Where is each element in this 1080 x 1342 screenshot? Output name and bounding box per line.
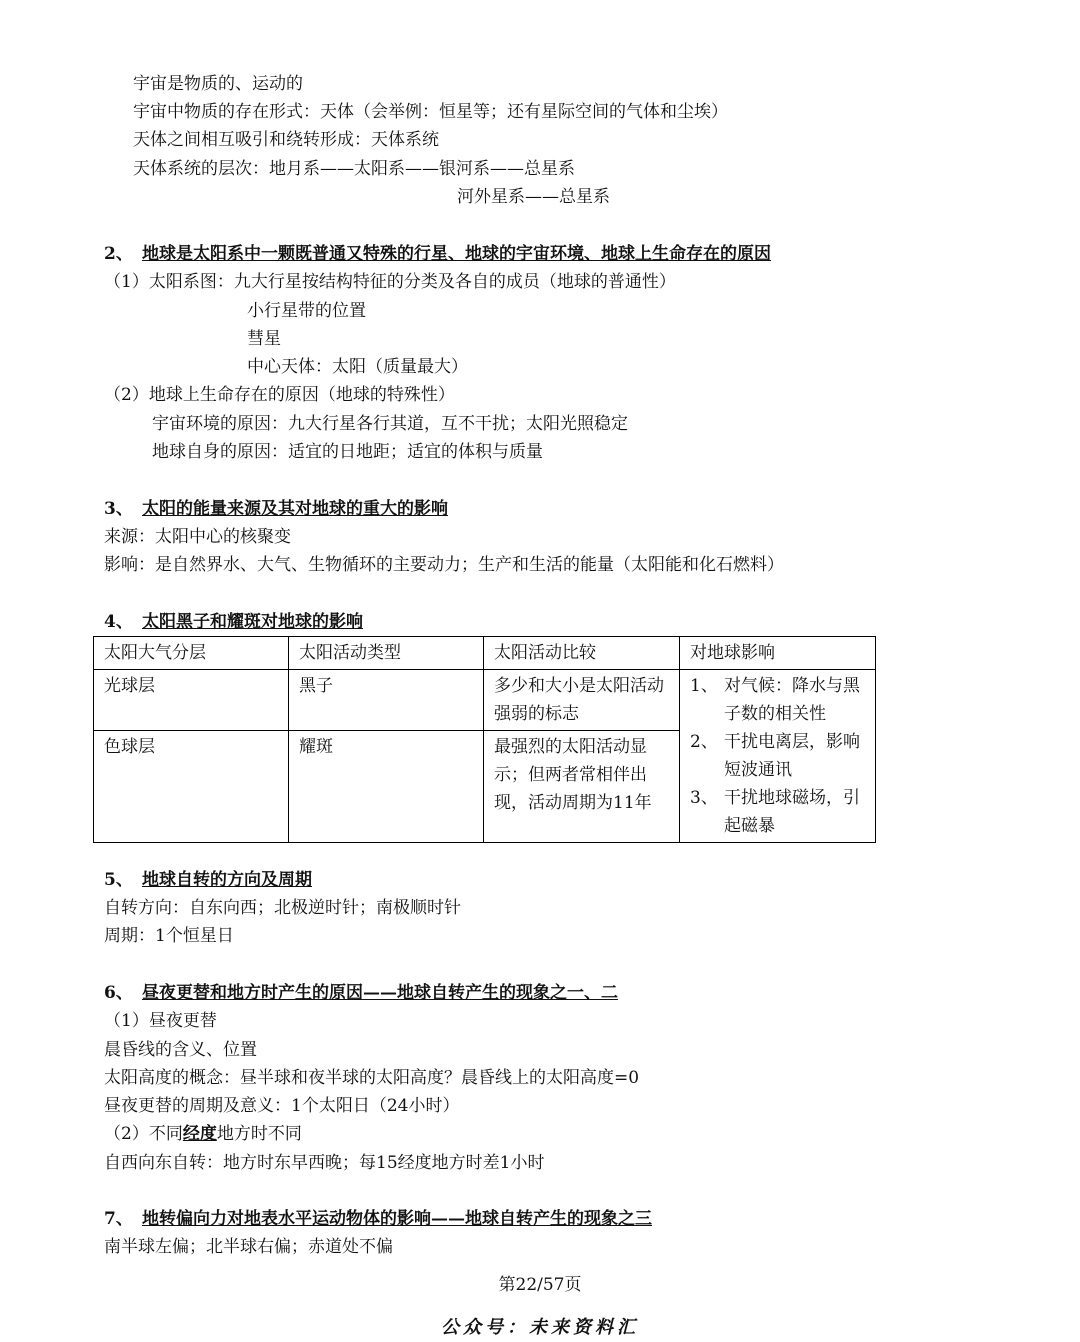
section-2-number: 2、 xyxy=(104,244,133,264)
intro-line-2: 宇宙中物质的存在形式：天体（会举例：恒星等；还有星际空间的气体和尘埃） xyxy=(133,102,728,122)
section-3-title: 太阳的能量来源及其对地球的重大的影响 xyxy=(142,499,448,519)
s6-line-5-post: 地方时不同 xyxy=(216,1124,302,1144)
s2-point-1-sub-2: 彗星 xyxy=(247,329,281,349)
solar-activity-table xyxy=(93,636,876,843)
intro-line-4: 天体系统的层次：地月系——太阳系——银河系——总星系 xyxy=(133,159,575,179)
s6-line-3: 太阳高度的概念：昼半球和夜半球的太阳高度？晨昏线上的太阳高度=0 xyxy=(104,1068,640,1088)
section-4-heading xyxy=(104,608,363,636)
s2-point-1-sub-1: 小行星带的位置 xyxy=(247,301,366,321)
table-header-cell: 太阳活动比较 xyxy=(484,637,680,670)
table-cell-type: 耀斑 xyxy=(289,731,484,843)
s2-point-2-sub-1: 宇宙环境的原因：九大行星各行其道，互不干扰；太阳光照稳定 xyxy=(152,414,628,434)
impact-item-number: 3、 xyxy=(690,788,718,808)
table-header-cell: 对地球影响 xyxy=(680,637,876,670)
s6-longitude-keyword: 经度 xyxy=(182,1124,217,1144)
section-7-number: 7、 xyxy=(104,1209,133,1229)
section-7-title: 地转偏向力对地表水平运动物体的影响——地球自转产生的现象之三 xyxy=(142,1209,652,1229)
impact-item-text: 干扰地球磁场，引起磁暴 xyxy=(724,788,860,836)
s2-point-2-sub-2: 地球自身的原因：适宜的日地距；适宜的体积与质量 xyxy=(152,442,543,462)
table-cell-layer: 色球层 xyxy=(94,731,289,843)
table-cell-compare: 多少和大小是太阳活动强弱的标志 xyxy=(484,670,680,731)
s6-line-1: （1）昼夜更替 xyxy=(104,1011,217,1031)
impact-item-number: 2、 xyxy=(690,732,718,752)
s2-point-1-sub-3: 中心天体：太阳（质量最大） xyxy=(247,357,468,377)
table-header-cell: 太阳活动类型 xyxy=(289,637,484,670)
section-5-title: 地球自转的方向及周期 xyxy=(142,870,312,890)
impact-item xyxy=(690,672,865,728)
s6-line-2: 晨昏线的含义、位置 xyxy=(104,1040,257,1060)
s5-direction-line: 自转方向：自东向西；北极逆时针；南极顺时针 xyxy=(104,898,461,918)
intro-line-3: 天体之间相互吸引和绕转形成：天体系统 xyxy=(133,130,439,150)
page-number: 第22/57页 xyxy=(498,1275,582,1295)
table-header-row xyxy=(94,637,876,670)
section-2-heading xyxy=(104,240,771,268)
table-cell-type: 黑子 xyxy=(289,670,484,731)
table-cell-compare: 最强烈的太阳活动显示；但两者常相伴出现，活动周期为11年 xyxy=(484,731,680,843)
section-6-number: 6、 xyxy=(104,983,133,1003)
intro-galaxy-line: 河外星系——总星系 xyxy=(457,187,610,207)
s2-point-1: （1）太阳系图：九大行星按结构特征的分类及各自的成员（地球的普通性） xyxy=(104,272,676,292)
s7-line: 南半球左偏；北半球右偏；赤道处不偏 xyxy=(104,1237,393,1257)
brand-watermark: 公众号：未来资料汇 xyxy=(441,1317,639,1338)
section-4-number: 4、 xyxy=(104,612,133,632)
section-3-heading xyxy=(104,495,448,523)
section-2-title: 地球是太阳系中一颗既普通又特殊的行星、地球的宇宙环境、地球上生命存在的原因 xyxy=(142,244,771,264)
impact-item-text: 对气候：降水与黑子数的相关性 xyxy=(724,676,860,724)
section-4-title: 太阳黑子和耀斑对地球的影响 xyxy=(142,612,363,632)
impact-item xyxy=(690,728,865,784)
table-cell-layer: 光球层 xyxy=(94,670,289,731)
impact-item-text: 干扰电离层，影响短波通讯 xyxy=(724,732,860,780)
section-7-heading xyxy=(104,1205,652,1233)
section-3-number: 3、 xyxy=(104,499,133,519)
section-5-number: 5、 xyxy=(104,870,133,890)
s6-line-6: 自西向东自转：地方时东早西晚；每15经度地方时差1小时 xyxy=(104,1153,545,1173)
s3-source-line: 来源：太阳中心的核聚变 xyxy=(104,527,291,547)
impact-item xyxy=(690,784,865,840)
table-cell-impact xyxy=(680,670,876,843)
s6-line-5 xyxy=(104,1120,302,1148)
section-6-heading xyxy=(104,979,618,1007)
s3-impact-line: 影响：是自然界水、大气、生物循环的主要动力；生产和生活的能量（太阳能和化石燃料） xyxy=(104,555,784,575)
s5-period-line: 周期：1个恒星日 xyxy=(104,926,234,946)
section-6-title: 昼夜更替和地方时产生的原因——地球自转产生的现象之一、二 xyxy=(142,983,618,1003)
s6-line-4: 昼夜更替的周期及意义：1个太阳日（24小时） xyxy=(104,1096,460,1116)
impact-item-number: 1、 xyxy=(690,676,718,696)
table-header-cell: 太阳大气分层 xyxy=(94,637,289,670)
s6-line-5-pre: （2）不同 xyxy=(104,1124,183,1144)
section-5-heading xyxy=(104,866,312,894)
table-row xyxy=(94,670,876,731)
intro-line-1: 宇宙是物质的、运动的 xyxy=(133,74,303,94)
s2-point-2: （2）地球上生命存在的原因（地球的特殊性） xyxy=(104,385,455,405)
